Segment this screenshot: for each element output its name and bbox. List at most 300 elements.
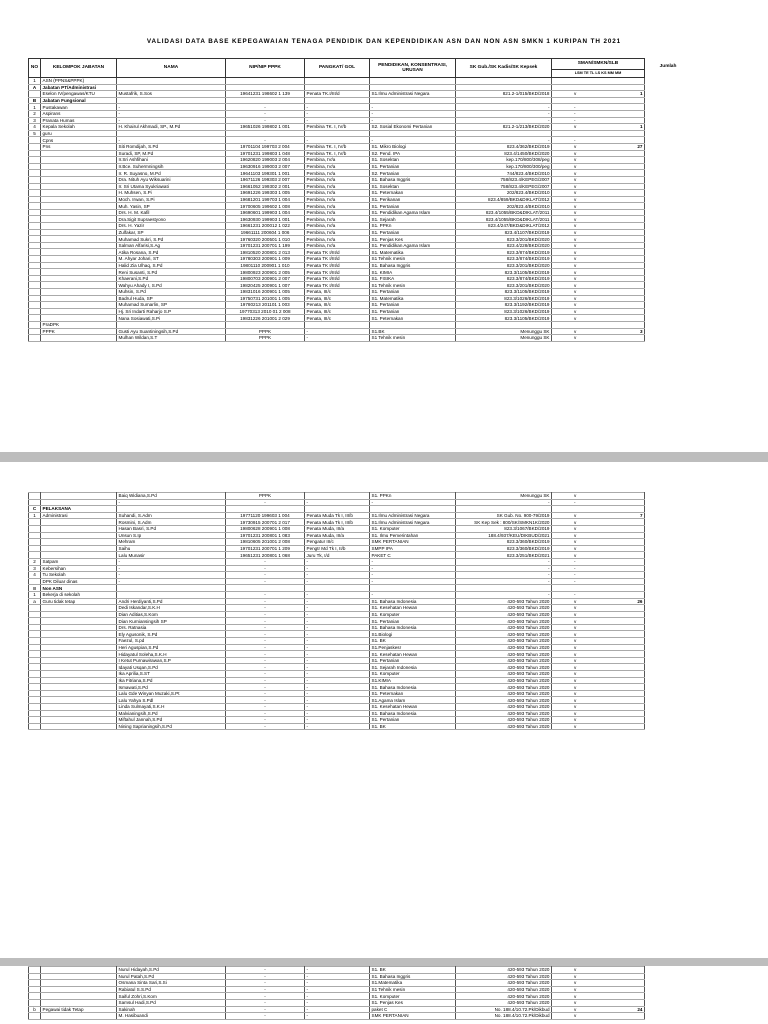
cell-pendidikan: S1. Bahasa Indonesia bbox=[370, 598, 456, 605]
cell-kelompok bbox=[41, 986, 117, 993]
cell-nama: Saihu bbox=[117, 545, 226, 552]
cell-nama bbox=[117, 130, 226, 137]
table-row bbox=[29, 229, 645, 236]
table-row bbox=[29, 578, 645, 585]
cell-pendidikan: S1. BK bbox=[370, 967, 456, 974]
cell-nip: - bbox=[226, 644, 305, 651]
cell-pangkat: Pembina TK. I, IV/b bbox=[305, 150, 370, 157]
cell-ket: v bbox=[552, 170, 645, 177]
table-row bbox=[29, 677, 645, 684]
cell-ket: v bbox=[552, 605, 645, 612]
cell-nama: Nining Saprianingsih,S.Pd bbox=[117, 723, 226, 730]
cell-sk: 420-593 Tahun 2020 bbox=[456, 999, 552, 1006]
cell-pangkat: - bbox=[305, 704, 370, 711]
cell-sk: 758/823.4/KEPEG/2007 bbox=[456, 176, 552, 183]
header-sub-1: LSM bbox=[574, 70, 583, 75]
cell-nama: Faezul, S.pd bbox=[117, 638, 226, 645]
cell-pangkat: - bbox=[305, 993, 370, 1000]
cell-sk: - bbox=[456, 558, 552, 565]
cell-nama: Mustafrik, S.Sos bbox=[117, 91, 226, 98]
table-row bbox=[29, 493, 645, 500]
table-row bbox=[29, 295, 645, 302]
table-row bbox=[29, 999, 645, 1006]
cell-nip: - bbox=[226, 986, 305, 993]
cell-pendidikan: S1. BK bbox=[370, 638, 456, 645]
cell-no bbox=[29, 249, 41, 256]
cell-nama: Muhamad Sumarlin, SP bbox=[117, 302, 226, 309]
cell-nip: - bbox=[226, 624, 305, 631]
cell-pangkat: Penata TK I/III/d bbox=[305, 262, 370, 269]
cell-pendidikan: S1. Sejarah bbox=[370, 216, 456, 223]
cell-pendidikan: S2. Pend. IPA bbox=[370, 150, 456, 157]
cell-kelompok bbox=[41, 993, 117, 1000]
cell-pangkat: Pengtr Md Tk I, II/b bbox=[305, 545, 370, 552]
cell-nama: - bbox=[117, 565, 226, 572]
cell-ket: v bbox=[552, 539, 645, 546]
cell-no: 3 bbox=[29, 565, 41, 572]
cell-no bbox=[29, 157, 41, 164]
cell-pangkat: Pembina, IV/a bbox=[305, 157, 370, 164]
cell-kelompok bbox=[41, 631, 117, 638]
cell-no bbox=[29, 644, 41, 651]
cell-ket: v bbox=[552, 335, 645, 342]
cell-nama: Badrul Huda, SP bbox=[117, 295, 226, 302]
cell-pendidikan bbox=[370, 84, 456, 91]
cell-nama: Wahyu Ahady I, S.Pd bbox=[117, 282, 226, 289]
cell-ket: v bbox=[552, 723, 645, 730]
cell-kelompok bbox=[41, 723, 117, 730]
cell-nip: - bbox=[226, 973, 305, 980]
table-row bbox=[29, 644, 645, 651]
cell-no bbox=[29, 328, 41, 335]
document-title: VALIDASI DATA BASE KEPEGAWAIAN TENAGA PENDIDIK DAN KEPENDIDIKAN ASN DAN NON ASN SMKN 1 KURIPAN TH 2021 bbox=[146, 38, 622, 45]
cell-pangkat: - bbox=[305, 1013, 370, 1020]
cell-nama: Ely Agusonik, S.Pd bbox=[117, 631, 226, 638]
cell-nip: - bbox=[226, 598, 305, 605]
page-1 bbox=[0, 0, 768, 452]
cell-sk: Menunggu SK bbox=[456, 328, 552, 335]
cell-no bbox=[29, 203, 41, 210]
cell-no bbox=[29, 545, 41, 552]
table-row bbox=[29, 203, 645, 210]
cell-no bbox=[29, 624, 41, 631]
cell-pendidikan: S1. Pertanian bbox=[370, 163, 456, 170]
cell-ket: v bbox=[552, 256, 645, 263]
cell-pangkat: Pembina, IV/a bbox=[305, 163, 370, 170]
cell-pendidikan: S1.Ilmu Administrasi Negara bbox=[370, 512, 456, 519]
cell-ket: v bbox=[552, 973, 645, 980]
cell-pangkat: Penata Muda, III/a bbox=[305, 525, 370, 532]
cell-nip: 19651026 199802 1 001 bbox=[226, 124, 305, 131]
cell-kelompok bbox=[41, 289, 117, 296]
cell-kelompok: Jabatan Fungsional bbox=[41, 97, 117, 104]
table-row bbox=[29, 117, 645, 124]
cell-nip: PPPK bbox=[226, 328, 305, 335]
table-row bbox=[29, 993, 645, 1000]
cell-kelompok bbox=[41, 229, 117, 236]
cell-kelompok bbox=[41, 624, 117, 631]
cell-nama bbox=[117, 78, 226, 85]
header-pangkat: PANGKAT/ GOL bbox=[305, 59, 370, 78]
cell-ket: v bbox=[552, 545, 645, 552]
cell-sk: 202/823.4/BKD/2010 bbox=[456, 203, 552, 210]
cell-ket: v bbox=[552, 1013, 645, 1020]
cell-nip: 19800628 200901 1 008 bbox=[226, 525, 305, 532]
cell-nip: - bbox=[226, 723, 305, 730]
cell-nip: - bbox=[226, 651, 305, 658]
cell-kelompok bbox=[41, 684, 117, 691]
cell-pendidikan: S1. Mikro Biologi bbox=[370, 143, 456, 150]
cell-pendidikan: - bbox=[370, 499, 456, 506]
cell-nip bbox=[226, 321, 305, 328]
cell-nama: Samsul Hadi,S.Pd bbox=[117, 999, 226, 1006]
cell-nip: 19630916 199003 2 007 bbox=[226, 163, 305, 170]
cell-sk: - bbox=[456, 499, 552, 506]
cell-nama: H. Muhsen, S.Pi bbox=[117, 190, 226, 197]
cell-ket: v bbox=[552, 216, 645, 223]
table-row bbox=[29, 157, 645, 164]
cell-pangkat: Pembina, IV/a bbox=[305, 203, 370, 210]
cell-nip: - bbox=[226, 499, 305, 506]
cell-nip: 19780213 201101 1 003 bbox=[226, 302, 305, 309]
cell-nama: Muhsin, S.Pd bbox=[117, 289, 226, 296]
cell-sk: 823.3/360/BKD/2019 bbox=[456, 539, 552, 546]
cell-pendidikan: S1. PPKn bbox=[370, 223, 456, 230]
cell-kelompok bbox=[41, 315, 117, 322]
personnel-table-page-3 bbox=[28, 966, 645, 1020]
cell-sk: 823.3/1026/BKD/2019 bbox=[456, 308, 552, 315]
cell-pangkat: - bbox=[305, 591, 370, 598]
cell-nip: 19771120 199603 1 004 bbox=[226, 512, 305, 519]
cell-kelompok bbox=[41, 236, 117, 243]
cell-pendidikan: SMPP IPA bbox=[370, 545, 456, 552]
table-row bbox=[29, 170, 645, 177]
cell-kelompok: guru bbox=[41, 130, 117, 137]
cell-no bbox=[29, 710, 41, 717]
cell-pangkat: - bbox=[305, 980, 370, 987]
cell-nip: - bbox=[226, 591, 305, 598]
cell-nama: - bbox=[117, 137, 226, 144]
cell-no bbox=[29, 315, 41, 322]
cell-sk: 420-593 Tahun 2020 bbox=[456, 986, 552, 993]
cell-no: 2 bbox=[29, 558, 41, 565]
cell-kelompok bbox=[41, 262, 117, 269]
cell-sk: 823.3/1026/BKD/2019 bbox=[456, 295, 552, 302]
cell-pangkat: - bbox=[305, 638, 370, 645]
cell-pangkat: Penata, III/c bbox=[305, 289, 370, 296]
cell-pendidikan: S1. Kesehatan Hewan bbox=[370, 605, 456, 612]
cell-nama bbox=[117, 585, 226, 592]
cell-sk: 823.3/874/BKD/2019 bbox=[456, 275, 552, 282]
table-row bbox=[29, 671, 645, 678]
cell-nip: 19701231 200701 1 199 bbox=[226, 242, 305, 249]
cell-ket: - bbox=[552, 591, 645, 598]
table-row bbox=[29, 328, 645, 335]
cell-sk: 420-593 Tahun 2020 bbox=[456, 973, 552, 980]
cell-nama: Sakinah bbox=[117, 1006, 226, 1013]
cell-ket: v bbox=[552, 275, 645, 282]
cell-kelompok bbox=[41, 999, 117, 1006]
cell-no bbox=[29, 256, 41, 263]
cell-nama: Hj. Sri Indarti Raharjo S.P bbox=[117, 308, 226, 315]
cell-kelompok bbox=[41, 644, 117, 651]
cell-no bbox=[29, 308, 41, 315]
cell-kelompok bbox=[41, 697, 117, 704]
cell-kelompok: ASN (PPNS&PPPK) bbox=[41, 78, 117, 85]
table-row bbox=[29, 598, 645, 605]
cell-nama: - bbox=[117, 110, 226, 117]
table-row bbox=[29, 216, 645, 223]
table-row bbox=[29, 124, 645, 131]
cell-ket: v bbox=[552, 644, 645, 651]
table-row bbox=[29, 618, 645, 625]
cell-kelompok bbox=[41, 157, 117, 164]
cell-no: a bbox=[29, 598, 41, 605]
cell-ket: v bbox=[552, 203, 645, 210]
cell-pangkat: Penata, III/c bbox=[305, 315, 370, 322]
cell-sk: 420-593 Tahun 2020 bbox=[456, 651, 552, 658]
cell-nama: Baiq Widiana,S.Pd bbox=[117, 493, 226, 500]
cell-nama: Suhandi, S.Adm bbox=[117, 512, 226, 519]
cell-nip: - bbox=[226, 1006, 305, 1013]
table-row bbox=[29, 506, 645, 513]
cell-pendidikan: - bbox=[370, 558, 456, 565]
cell-sk: - bbox=[456, 578, 552, 585]
header-sub-5: KS bbox=[601, 70, 607, 75]
cell-pangkat: Pembina, IV/a bbox=[305, 236, 370, 243]
table-row bbox=[29, 143, 645, 150]
cell-kelompok: PPPK bbox=[41, 328, 117, 335]
cell-ket: v bbox=[552, 651, 645, 658]
cell-sk: Menunggu SK bbox=[456, 493, 552, 500]
cell-no bbox=[29, 578, 41, 585]
table-row bbox=[29, 651, 645, 658]
cell-no bbox=[29, 638, 41, 645]
cell-kelompok bbox=[41, 308, 117, 315]
table-row bbox=[29, 973, 645, 980]
table-row bbox=[29, 552, 645, 559]
cell-no: 4 bbox=[29, 572, 41, 579]
cell-sk: SK Gub. No. 900-79/2019 bbox=[456, 512, 552, 519]
cell-no bbox=[29, 677, 41, 684]
table-row bbox=[29, 499, 645, 506]
cell-ket: v bbox=[552, 519, 645, 526]
cell-nama: Khaerani,S.Pd bbox=[117, 275, 226, 282]
cell-ket: v bbox=[552, 657, 645, 664]
cell-pangkat bbox=[305, 506, 370, 513]
cell-nip: - bbox=[226, 565, 305, 572]
cell-kelompok bbox=[41, 651, 117, 658]
cell-nip: - bbox=[226, 558, 305, 565]
cell-nama: Dra. Nituh Ayu Wiksuarini bbox=[117, 176, 226, 183]
cell-no bbox=[29, 321, 41, 328]
table-row bbox=[29, 1006, 645, 1013]
cell-ket: v bbox=[552, 967, 645, 974]
cell-sk: - bbox=[456, 110, 552, 117]
cell-pendidikan bbox=[370, 97, 456, 104]
cell-sk: No. 188.4/10.72.Pk/Dikbud bbox=[456, 1013, 552, 1020]
table-row bbox=[29, 585, 645, 592]
cell-sk: 420-593 Tahun 2020 bbox=[456, 598, 552, 605]
cell-no: 2 bbox=[29, 110, 41, 117]
cell-sk: 823.3/1192/BKD/2019 bbox=[456, 302, 552, 309]
cell-sk: SK Kep Sek : 800/SK/SMKN1K/2020 bbox=[456, 519, 552, 526]
cell-kelompok bbox=[41, 605, 117, 612]
table-row bbox=[29, 183, 645, 190]
cell-nama: Miftahul Jannah,S.Pd bbox=[117, 717, 226, 724]
cell-nama: Drs. Ratnasia bbox=[117, 624, 226, 631]
cell-no bbox=[29, 176, 41, 183]
cell-pangkat: - bbox=[305, 697, 370, 704]
table-row bbox=[29, 539, 645, 546]
cell-kelompok: Jabatan PT/Administrasi bbox=[41, 84, 117, 91]
cell-pangkat: - bbox=[305, 137, 370, 144]
cell-kelompok bbox=[41, 519, 117, 526]
cell-no bbox=[29, 717, 41, 724]
cell-kelompok: Kepala Sekolah bbox=[41, 124, 117, 131]
cell-ket: v bbox=[552, 295, 645, 302]
cell-no bbox=[29, 143, 41, 150]
cell-nama: Ir.Sri Ashfihani bbox=[117, 157, 226, 164]
cell-ket: v bbox=[552, 236, 645, 243]
cell-kelompok bbox=[41, 664, 117, 671]
cell-kelompok bbox=[41, 150, 117, 157]
cell-pendidikan: S1. Komputer bbox=[370, 993, 456, 1000]
cell-pangkat: - bbox=[305, 967, 370, 974]
table-row bbox=[29, 532, 645, 539]
cell-ket: v 1 bbox=[552, 91, 645, 98]
cell-pangkat: - bbox=[305, 684, 370, 691]
table-row bbox=[29, 242, 645, 249]
cell-no bbox=[29, 664, 41, 671]
cell-pangkat bbox=[305, 321, 370, 328]
cell-sk: 420-593 Tahun 2020 bbox=[456, 723, 552, 730]
cell-pendidikan: PAKET C bbox=[370, 552, 456, 559]
cell-kelompok bbox=[41, 717, 117, 724]
cell-nama: Salman Alfarisi,S.Ag bbox=[117, 242, 226, 249]
header-no: NO bbox=[29, 59, 41, 78]
table-row bbox=[29, 196, 645, 203]
cell-pendidikan: S1. Ilmu Pemerintahan bbox=[370, 532, 456, 539]
cell-nip: 19641103 199301 1 001 bbox=[226, 170, 305, 177]
cell-jumlah: 7 bbox=[639, 513, 643, 519]
cell-no: 1 bbox=[29, 512, 41, 519]
cell-no bbox=[29, 1013, 41, 1020]
cell-nama: Drs. H. Yazir bbox=[117, 223, 226, 230]
cell-pendidikan: S1. Kesehatan Hewan bbox=[370, 704, 456, 711]
cell-pangkat: Pengatur III/c bbox=[305, 539, 370, 546]
table-row bbox=[29, 717, 645, 724]
cell-no bbox=[29, 525, 41, 532]
cell-ket: - bbox=[552, 137, 645, 144]
cell-kelompok: Pustakawan bbox=[41, 104, 117, 111]
cell-nip: - bbox=[226, 697, 305, 704]
header-sub-4: LS bbox=[595, 70, 601, 75]
cell-nama: Andri Herdiyanti,S.Pd bbox=[117, 598, 226, 605]
cell-nip: 19780303 200901 1 009 bbox=[226, 256, 305, 263]
cell-sk: 823.3/1105/BKD/2019 bbox=[456, 269, 552, 276]
cell-kelompok bbox=[41, 618, 117, 625]
table-row bbox=[29, 980, 645, 987]
table-row bbox=[29, 631, 645, 638]
cell-pangkat: Pembina TK. I, IV/b bbox=[305, 124, 370, 131]
cell-pendidikan: S1. Sosektan bbox=[370, 183, 456, 190]
cell-kelompok bbox=[41, 980, 117, 987]
cell-pangkat: Penata, III/c bbox=[305, 295, 370, 302]
cell-nip bbox=[226, 130, 305, 137]
cell-nama: - bbox=[117, 499, 226, 506]
table-row bbox=[29, 308, 645, 315]
cell-pangkat: - bbox=[305, 328, 370, 335]
cell-sk: 420-593 Tahun 2020 bbox=[456, 618, 552, 625]
cell-no bbox=[29, 986, 41, 993]
cell-kelompok bbox=[41, 295, 117, 302]
cell-pendidikan: S1. Pertanian bbox=[370, 308, 456, 315]
cell-pangkat: Pembina, IV/a bbox=[305, 223, 370, 230]
cell-sk: kep.170/800/308/peg bbox=[456, 157, 552, 164]
cell-ket: v bbox=[552, 697, 645, 704]
cell-no bbox=[29, 209, 41, 216]
header-pendidikan: PENDIDIKAN, KONSENTRASI, URUSAN bbox=[370, 59, 456, 78]
cell-kelompok bbox=[41, 302, 117, 309]
cell-nip: 19701231 200701 1 209 bbox=[226, 545, 305, 552]
cell-pendidikan: S1. BK bbox=[370, 723, 456, 730]
cell-kelompok bbox=[41, 249, 117, 256]
table-row bbox=[29, 710, 645, 717]
cell-pangkat: Pembina, IV/a bbox=[305, 190, 370, 197]
table-row bbox=[29, 275, 645, 282]
table-row bbox=[29, 690, 645, 697]
cell-pangkat: - bbox=[305, 723, 370, 730]
cell-pendidikan: - bbox=[370, 591, 456, 598]
cell-no bbox=[29, 91, 41, 98]
cell-sk: 823.4/228/BKD/2020 bbox=[456, 242, 552, 249]
table-row bbox=[29, 638, 645, 645]
cell-pangkat: - bbox=[305, 690, 370, 697]
table-row bbox=[29, 97, 645, 104]
cell-pangkat: - bbox=[305, 986, 370, 993]
cell-no: 5 bbox=[29, 130, 41, 137]
cell-kelompok bbox=[41, 242, 117, 249]
cell-pendidikan: S1. Bahasa Inggris bbox=[370, 176, 456, 183]
cell-pendidikan: paket C bbox=[370, 1006, 456, 1013]
cell-pendidikan: S1. KIMIA bbox=[370, 269, 456, 276]
cell-pangkat: Penata, III/c bbox=[305, 308, 370, 315]
cell-pangkat: Pembina, IV/a bbox=[305, 216, 370, 223]
cell-nip bbox=[226, 506, 305, 513]
cell-pendidikan: S2. Sosial Ekonomi Pertanian bbox=[370, 124, 456, 131]
cell-no bbox=[29, 275, 41, 282]
cell-no bbox=[29, 723, 41, 730]
cell-nip: 19831226 201001 2 029 bbox=[226, 315, 305, 322]
cell-sk: 821.2-1/015/BKD/2018 bbox=[456, 91, 552, 98]
cell-no bbox=[29, 690, 41, 697]
table-row bbox=[29, 130, 645, 137]
cell-nip: 19701231 200801 1 083 bbox=[226, 532, 305, 539]
cell-nama: I Ketut Purnawirawan,S.P bbox=[117, 657, 226, 664]
cell-ket: v bbox=[552, 618, 645, 625]
cell-ket: v bbox=[552, 993, 645, 1000]
cell-pendidikan: S1. Bahasa Indonesia bbox=[370, 684, 456, 691]
cell-pangkat: Pembina, IV/a bbox=[305, 176, 370, 183]
cell-nama: Drs. H. M. Kafil bbox=[117, 209, 226, 216]
personnel-table-page-1 bbox=[28, 58, 645, 342]
cell-pangkat: - bbox=[305, 651, 370, 658]
cell-sk: - bbox=[456, 137, 552, 144]
cell-pendidikan: - bbox=[370, 110, 456, 117]
cell-no bbox=[29, 236, 41, 243]
cell-pendidikan: S1.Ilmu Administrasi Negara bbox=[370, 91, 456, 98]
